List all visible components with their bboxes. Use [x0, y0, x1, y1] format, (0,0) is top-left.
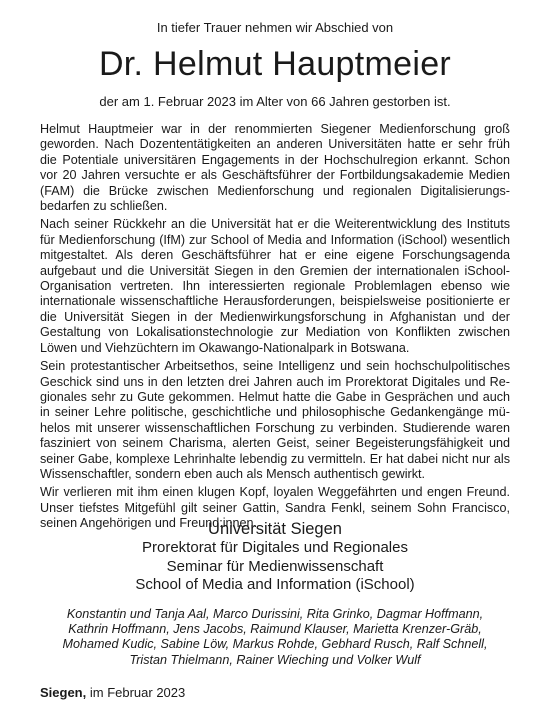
- paragraph: Helmut Hauptmeier war in der renommierten Siegener Medienforschung groß geworden. Nach Dozententätigkeiten an anderen Universitäten hatte er sehr früh die Potentiale universitären Engagements in der Hochschulregion erkannt. Schon vor 20 Jahren versuchte er als Geschäftsführer der Fortbildungsakademie Medien (FAM) die Brücke zwischen Medienforschung und regionalen Digitalisierungsbedarfen zu schließen.: [40, 122, 510, 214]
- city: Siegen,: [40, 685, 87, 700]
- signers-list: [40, 607, 510, 668]
- institution-line: School of Media and Information (iSchool): [135, 576, 415, 593]
- signers-line: Kathrin Hoffmann, Jens Jacobs, Raimund Klauser, Marietta Krenzer-Gräb,: [68, 622, 482, 637]
- paragraph: Wir verlieren mit ihm einen klugen Kopf, loyalen Weggefährten und engen Freund. Unser tiefstes Mitgefühl gilt seiner Gattin, Sandra Fenkl, seinem Sohn Francisco, seinen Angehörigen und Freund:innen.: [40, 485, 510, 531]
- paragraph: Sein protestantischer Arbeitsethos, seine Intelligenz und sein hochschulpolitisches Geschick sind uns in den letzten drei Jahren auch im Prorektorat Digitales und Regionales sehr zu Gute gekommen. Helmut hatte die Gabe in Gesprächen und auch in seiner Lehre politische, geschichtliche und philosophische Gedankengänge mühelos mit unserer wissenschaftlichen Forschung zu verbinden. Studierende waren fasziniert von seinem Charisma, alerten Geist, seiner Begeisterungsfähigkeit und seiner Gabe, komplexe Lehrinhalte lebendig zu vermitteln. Er hat dabei nicht nur als Wissenschaftler, sondern eben auch als Mensch authentisch gewirkt.: [40, 359, 510, 481]
- intro-line: In tiefer Trauer nehmen wir Abschied von: [156, 20, 394, 35]
- institution-line: Prorektorat für Digitales und Regionales: [142, 539, 408, 556]
- signers-line: Tristan Thielmann, Rainer Wieching und Volker Wulf: [129, 652, 421, 667]
- death-line: der am 1. Februar 2023 im Alter von 66 Jahren gestorben ist.: [99, 94, 451, 109]
- paragraph: Nach seiner Rückkehr an die Universität hat er die Weiterentwicklung des Instituts für Medienforschung (IfM) zur School of Media and Information (iSchool) wesentlich mitgestaltet. Als deren Geschäftsführer hat er eine eigene Forschungsagenda aufgebaut und die Universität Siegen in den Gremien der internationalen iSchool-Organisation vertreten. Ihn interessierten regionale Problemlagen ebenso wie internationale wissenschaftliche Herausforderungen, beispielsweise positionierte er die Universität Siegen in der Medienwirkungsforschung in Afghanistan und der Gestaltung von Lokalisationstechnologie zur Mediation von Konflikten zwischen Löwen und Viehzüchtern im Okawango-Nationalpark in Botswana.: [40, 217, 510, 355]
- date: im Februar 2023: [86, 685, 186, 700]
- institution-block: [0, 519, 550, 595]
- signers-line: Mohamed Kudic, Sabine Löw, Markus Rohde, Gebhard Rusch, Ralf Schnell,: [62, 637, 488, 652]
- deceased-name: Dr. Helmut Hauptmeier: [98, 45, 452, 83]
- institution-name: Universität Siegen: [208, 520, 342, 538]
- institution-line: Seminar für Medienwissenschaft: [166, 557, 384, 575]
- place-date: [40, 685, 185, 700]
- signers-line: Konstantin und Tanja Aal, Marco Durissini, Rita Grinko, Dagmar Hoffmann,: [66, 607, 484, 621]
- obituary-text: [40, 122, 510, 535]
